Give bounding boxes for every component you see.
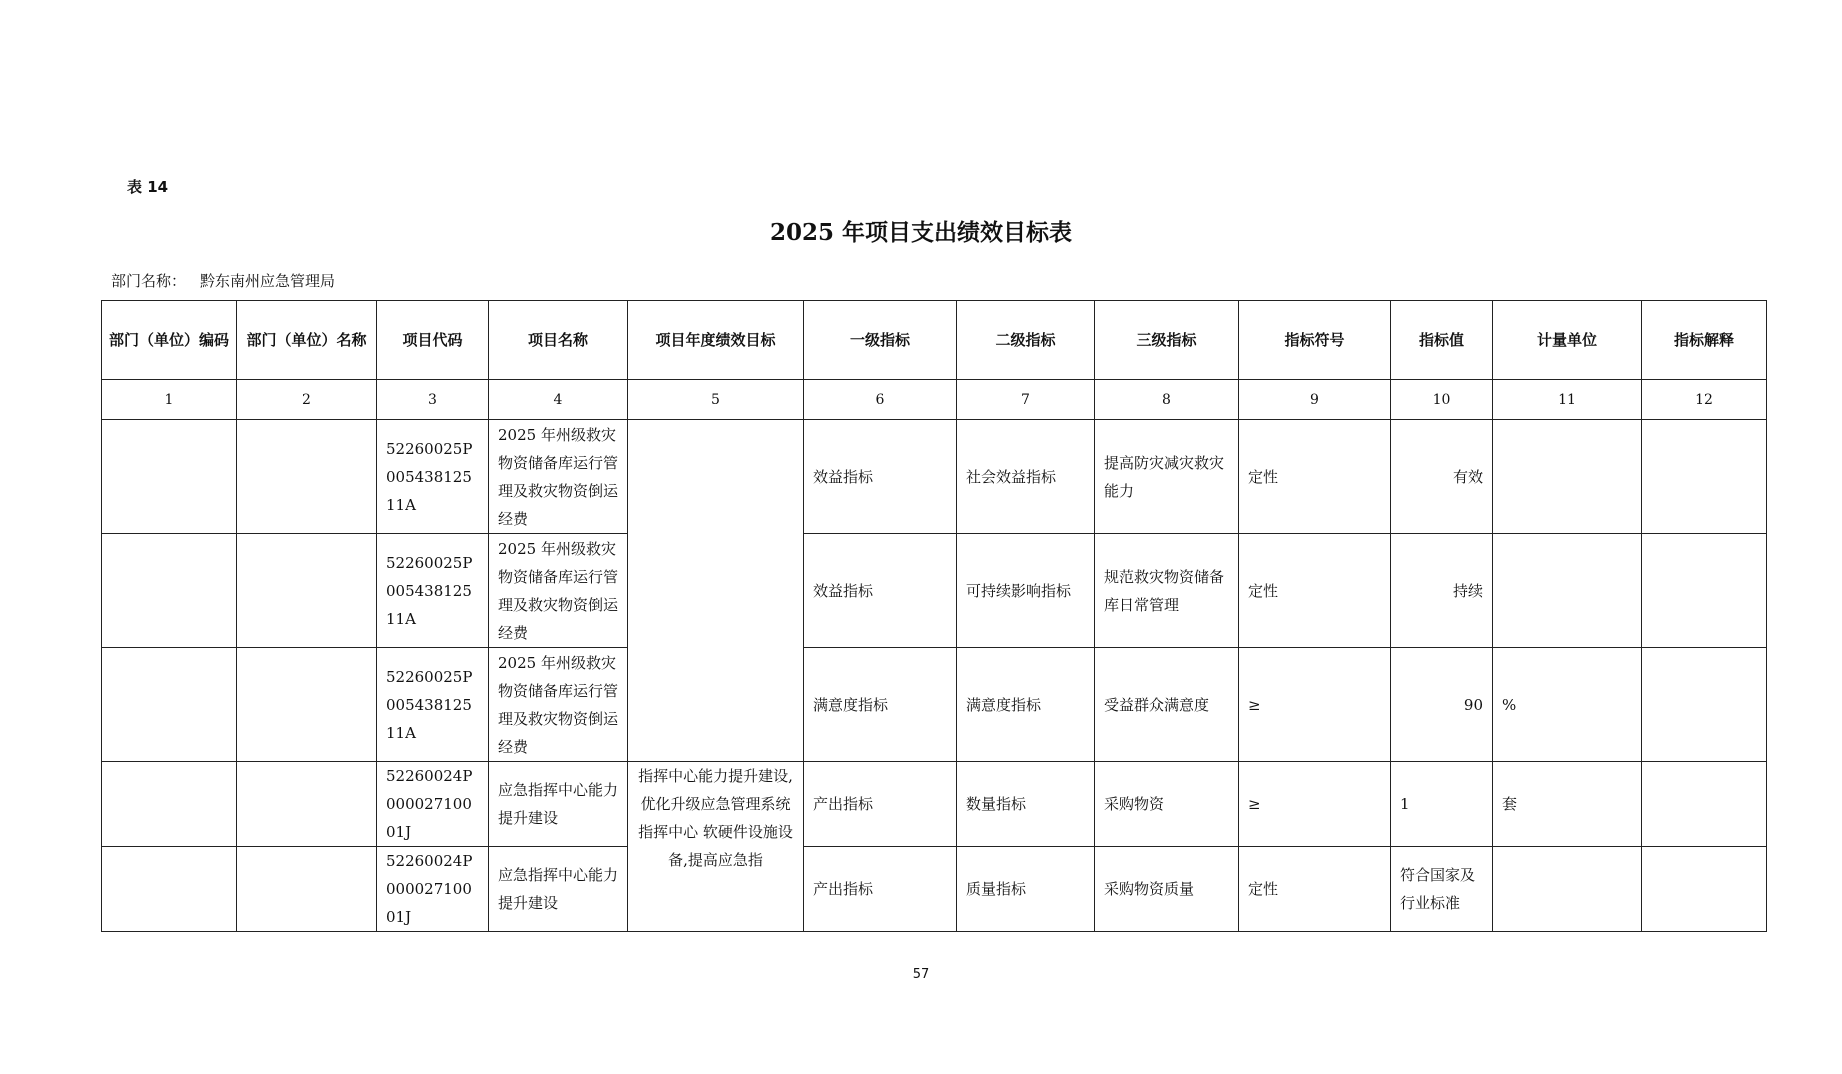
indicator-symbol-cell: 定性	[1239, 847, 1391, 932]
indicator-value-cell: 1	[1391, 762, 1493, 847]
level1-indicator-cell: 满意度指标	[804, 648, 957, 762]
table-number-label: 表 14	[127, 178, 169, 196]
dept-name-cell	[237, 534, 377, 648]
level2-indicator-cell: 社会效益指标	[957, 420, 1095, 534]
indicator-value-cell: 90	[1391, 648, 1493, 762]
unit-cell	[1493, 534, 1642, 648]
header-cell: 项目名称	[489, 301, 628, 380]
annual-goal-cell	[628, 762, 804, 932]
dept-name-cell	[237, 847, 377, 932]
level1-indicator-cell: 产出指标	[804, 847, 957, 932]
annual-goal-text: 指挥中心能力提升建设,优化升级应急管理系统指挥中心 软硬件设施设备,提高应急指	[638, 767, 793, 869]
dept-code-cell	[102, 648, 237, 762]
project-name-cell: 应急指挥中心能力提升建设	[489, 762, 628, 847]
header-cell: 部门（单位）编码	[102, 301, 237, 380]
header-cell: 项目年度绩效目标	[628, 301, 804, 380]
header-cell: 部门（单位）名称	[237, 301, 377, 380]
dept-code-cell	[102, 762, 237, 847]
level3-indicator-cell: 采购物资	[1095, 762, 1239, 847]
level2-indicator-cell: 满意度指标	[957, 648, 1095, 762]
level3-indicator-cell: 提高防灾减灾救灾能力	[1095, 420, 1239, 534]
project-name-cell: 2025 年州级救灾物资储备库运行管理及救灾物资倒运经费	[489, 420, 628, 534]
indicator-symbol-cell: 定性	[1239, 420, 1391, 534]
project-code-cell: 52260025P00543812511A	[377, 534, 489, 648]
column-number: 6	[804, 380, 957, 420]
column-number: 2	[237, 380, 377, 420]
dept-name-cell	[237, 420, 377, 534]
header-row	[102, 301, 1767, 380]
indicator-value-cell: 持续	[1391, 534, 1493, 648]
header-cell: 项目代码	[377, 301, 489, 380]
project-code-cell: 52260025P00543812511A	[377, 648, 489, 762]
header-cell: 三级指标	[1095, 301, 1239, 380]
indicator-note-cell	[1642, 648, 1767, 762]
level3-indicator-cell: 采购物资质量	[1095, 847, 1239, 932]
column-number: 12	[1642, 380, 1767, 420]
unit-cell: 套	[1493, 762, 1642, 847]
table-row	[102, 534, 1767, 648]
column-number: 3	[377, 380, 489, 420]
level1-indicator-cell: 效益指标	[804, 420, 957, 534]
indicator-note-cell	[1642, 762, 1767, 847]
dept-code-cell	[102, 847, 237, 932]
column-number: 8	[1095, 380, 1239, 420]
column-number: 5	[628, 380, 804, 420]
page-number: 57	[912, 967, 930, 982]
column-number-row	[102, 380, 1767, 420]
indicator-note-cell	[1642, 420, 1767, 534]
header-cell: 计量单位	[1493, 301, 1642, 380]
table-row	[102, 762, 1767, 847]
indicator-symbol-cell: ≥	[1239, 648, 1391, 762]
dept-name-cell	[237, 762, 377, 847]
indicator-note-cell	[1642, 534, 1767, 648]
table-row	[102, 420, 1767, 534]
header-cell: 指标解释	[1642, 301, 1767, 380]
department-label: 部门名称：	[111, 272, 187, 290]
level1-indicator-cell: 效益指标	[804, 534, 957, 648]
project-name-cell: 应急指挥中心能力提升建设	[489, 847, 628, 932]
project-name-cell: 2025 年州级救灾物资储备库运行管理及救灾物资倒运经费	[489, 648, 628, 762]
indicator-note-cell	[1642, 847, 1767, 932]
header-cell: 指标符号	[1239, 301, 1391, 380]
project-code-cell: 52260024P00002710001J	[377, 847, 489, 932]
indicator-value-cell: 有效	[1391, 420, 1493, 534]
unit-cell	[1493, 420, 1642, 534]
column-number: 1	[102, 380, 237, 420]
header-cell: 指标值	[1391, 301, 1493, 380]
project-name-cell: 2025 年州级救灾物资储备库运行管理及救灾物资倒运经费	[489, 534, 628, 648]
table-row	[102, 847, 1767, 932]
department-name: 黔东南州应急管理局	[200, 272, 336, 290]
unit-cell: %	[1493, 648, 1642, 762]
level2-indicator-cell: 可持续影响指标	[957, 534, 1095, 648]
project-code-cell: 52260024P00002710001J	[377, 762, 489, 847]
dept-code-cell	[102, 534, 237, 648]
unit-cell	[1493, 847, 1642, 932]
indicator-symbol-cell: ≥	[1239, 762, 1391, 847]
dept-code-cell	[102, 420, 237, 534]
column-number: 9	[1239, 380, 1391, 420]
column-number: 11	[1493, 380, 1642, 420]
level1-indicator-cell: 产出指标	[804, 762, 957, 847]
department-line	[111, 270, 335, 291]
annual-goal-cell	[628, 420, 804, 762]
document-title: 2025 年项目支出绩效目标表	[769, 219, 1073, 246]
column-number: 10	[1391, 380, 1493, 420]
level2-indicator-cell: 数量指标	[957, 762, 1095, 847]
indicator-symbol-cell: 定性	[1239, 534, 1391, 648]
indicator-value-cell: 符合国家及行业标准	[1391, 847, 1493, 932]
performance-target-table	[101, 300, 1767, 932]
table-row	[102, 648, 1767, 762]
level3-indicator-cell: 规范救灾物资储备库日常管理	[1095, 534, 1239, 648]
header-cell: 二级指标	[957, 301, 1095, 380]
level3-indicator-cell: 受益群众满意度	[1095, 648, 1239, 762]
header-cell: 一级指标	[804, 301, 957, 380]
project-code-cell: 52260025P00543812511A	[377, 420, 489, 534]
dept-name-cell	[237, 648, 377, 762]
column-number: 7	[957, 380, 1095, 420]
column-number: 4	[489, 380, 628, 420]
level2-indicator-cell: 质量指标	[957, 847, 1095, 932]
